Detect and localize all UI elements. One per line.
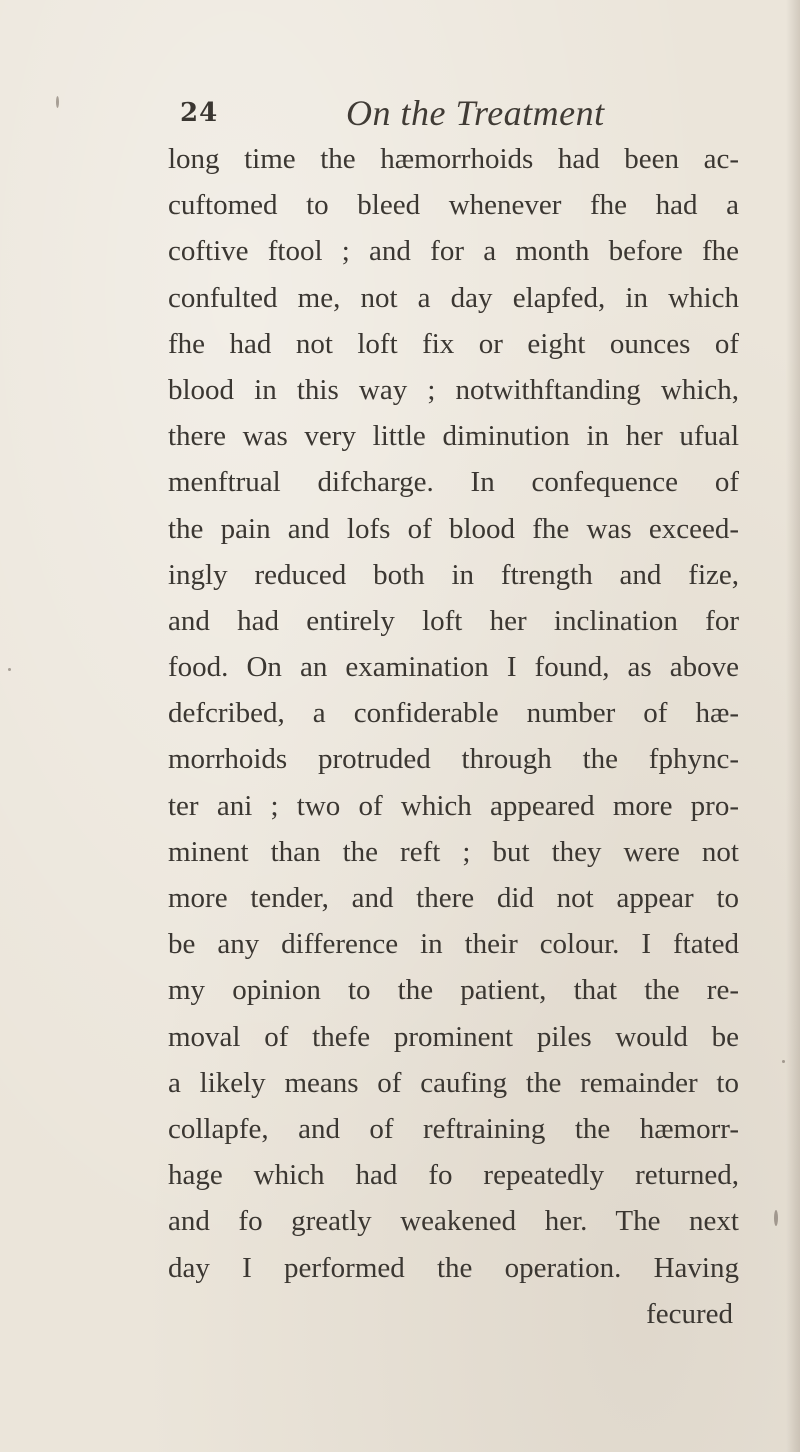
text-line: hage which had fo repeatedly returned, <box>168 1159 739 1192</box>
text-line: coftive ftool ; and for a month before fhe <box>168 235 739 268</box>
text-line: long time the hæmorrhoids had been ac- <box>168 143 739 175</box>
text-line: and fo greatly weakened her. The next <box>168 1205 739 1238</box>
page-edge-shadow <box>786 0 800 1452</box>
text-line: menftrual difcharge. In confequence of <box>168 466 739 499</box>
paper-speck <box>782 1060 785 1063</box>
text-line: morrhoids protruded through the fphync- <box>168 743 739 776</box>
paper-speck <box>774 1210 778 1226</box>
text-line: the pain and lofs of blood fhe was exceed- <box>168 512 739 545</box>
page-number: 24 <box>180 98 219 128</box>
catchword: fecured <box>646 1297 733 1330</box>
paper-speck <box>8 668 11 671</box>
text-line: defcribed, a confiderable number of hæ- <box>168 697 739 730</box>
text-line: food. On an examination I found, as above <box>168 651 739 684</box>
text-line: fhe had not loft fix or eight ounces of <box>168 327 739 360</box>
text-line: moval of thefe prominent piles would be <box>168 1020 739 1053</box>
text-line: be any difference in their colour. I ftated <box>168 928 739 961</box>
text-line: ingly reduced both in ftrength and fize, <box>168 558 739 591</box>
text-line: confulted me, not a day elapfed, in which <box>168 281 739 314</box>
paper-speck <box>56 96 59 108</box>
text-line: more tender, and there did not appear to <box>168 882 739 914</box>
text-line: collapfe, and of reftraining the hæmorr- <box>168 1112 739 1145</box>
text-line: blood in this way ; notwithftanding which, <box>168 373 739 406</box>
running-head <box>180 92 640 136</box>
running-title: On the Treatment <box>346 93 605 133</box>
text-line: ter ani ; two of which appeared more pro- <box>168 789 739 822</box>
text-line: minent than the reft ; but they were not <box>168 835 739 868</box>
text-line: a likely means of caufing the remainder to <box>168 1066 739 1099</box>
text-line: and had entirely loft her inclination for <box>168 604 739 637</box>
text-line: there was very little diminution in her ufual <box>168 420 739 453</box>
text-line: day I performed the operation. Having <box>168 1251 739 1284</box>
text-line: cuftomed to bleed whenever fhe had a <box>168 189 739 222</box>
text-line: my opinion to the patient, that the re- <box>168 974 739 1007</box>
body-text <box>168 136 739 1337</box>
